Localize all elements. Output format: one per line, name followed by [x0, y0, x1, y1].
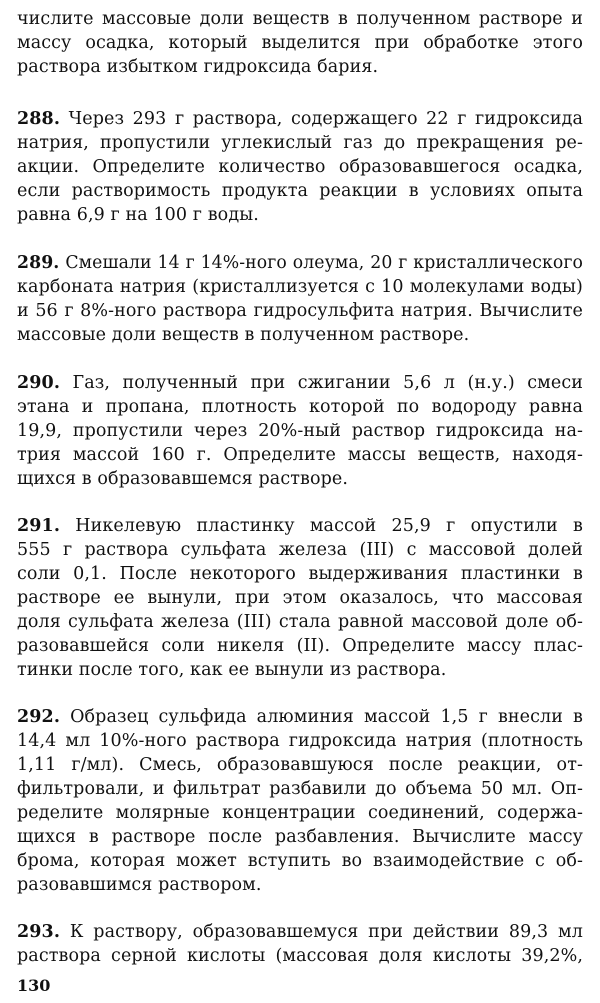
text-line: разовавшейся соли никеля (II). Определите массу плас-	[17, 636, 583, 656]
text-line: фильтровали, и фильтрат разбавили до объема 50 мл. Оп-	[17, 779, 583, 799]
text-line: натрия, пропустили углекислый газ до прекращения ре-	[17, 133, 583, 153]
text-line: ределите молярные концентрации соединений, содержа-	[17, 803, 583, 823]
problem-number: 290.	[17, 373, 61, 393]
line-text: Смешали 14 г 14%-ного олеума, 20 г кристаллического	[65, 253, 583, 273]
text-line	[17, 514, 583, 538]
problem-number: 292.	[17, 707, 61, 727]
line-text: Никелевую пластинку массой 25,9 г опустили в	[75, 516, 583, 536]
text-line: раствора серной кислоты (массовая доля кислоты 39,2%,	[17, 946, 583, 966]
text-line: растворе ее вынули, при этом оказалось, что массовая	[17, 588, 583, 608]
text-line: и 56 г 8%-ного раствора гидросульфита натрия. Вычислите	[17, 301, 583, 321]
text-line: массовые доли веществ в полученном растворе.	[17, 325, 470, 345]
text-line: этана и пропана, плотность которой по водороду равна	[17, 397, 583, 417]
text-line: доля сульфата железа (III) стала равной массовой доле об-	[17, 612, 583, 632]
line-text: Образец сульфида алюминия массой 1,5 г внесли в	[70, 707, 583, 727]
text-line	[17, 107, 583, 131]
problem-293	[17, 920, 583, 968]
problem-number: 288.	[17, 109, 61, 129]
problem-291	[17, 514, 583, 682]
text-line: если растворимость продукта реакции в условиях опыта	[17, 181, 583, 201]
text-line: соли 0,1. После некоторого выдерживания пластинки в	[17, 564, 583, 584]
continuation-paragraph	[17, 7, 583, 79]
text-line: щихся в растворе после разбавления. Вычислите массу	[17, 827, 583, 847]
text-line: 14,4 мл 10%-ного раствора гидроксида натрия (плотность	[17, 731, 583, 751]
text-line: 19,9, пропустили через 20%-ный раствор гидроксида на-	[17, 421, 583, 441]
problem-292	[17, 705, 583, 897]
text-line: трия массой 160 г. Определите массы веществ, находя-	[17, 445, 583, 465]
text-line: акции. Определите количество образовавшегося осадка,	[17, 157, 583, 177]
text-line: тинки после того, как ее вынули из раствора.	[17, 660, 447, 680]
text-line: числите массовые доли веществ в полученном растворе и	[17, 9, 583, 29]
problem-290	[17, 371, 583, 491]
text-line: разовавшимся раствором.	[17, 875, 262, 895]
problem-number: 291.	[17, 516, 61, 536]
line-text: Газ, полученный при сжигании 5,6 л (н.у.) смеси	[72, 373, 583, 393]
problem-number: 293.	[17, 922, 61, 942]
page-number: 130	[17, 976, 51, 995]
text-line: 1,11 г/мл). Смесь, образовавшуюся после реакции, от-	[17, 755, 583, 775]
problem-288	[17, 107, 583, 227]
line-text: К раствору, образовавшемуся при действии 89,3 мл	[69, 922, 583, 942]
line-text: Через 293 г раствора, содержащего 22 г гидроксида	[68, 109, 583, 129]
problem-number: 289.	[17, 253, 60, 273]
text-line	[17, 371, 583, 395]
text-line: раствора избытком гидроксида бария.	[17, 57, 379, 77]
text-line	[17, 920, 583, 944]
text-line	[17, 251, 583, 275]
text-line: щихся в образовавшемся растворе.	[17, 469, 349, 489]
text-line: карбоната натрия (кристаллизуется с 10 молекулами воды)	[17, 277, 583, 297]
text-line: равна 6,9 г на 100 г воды.	[17, 205, 259, 225]
text-line: 555 г раствора сульфата железа (III) с массовой долей	[17, 540, 583, 560]
problem-289	[17, 251, 583, 347]
text-line: брома, которая может вступить во взаимодействие с об-	[17, 851, 583, 871]
text-line: массу осадка, который выделится при обработке этого	[17, 33, 583, 53]
text-line	[17, 705, 583, 729]
